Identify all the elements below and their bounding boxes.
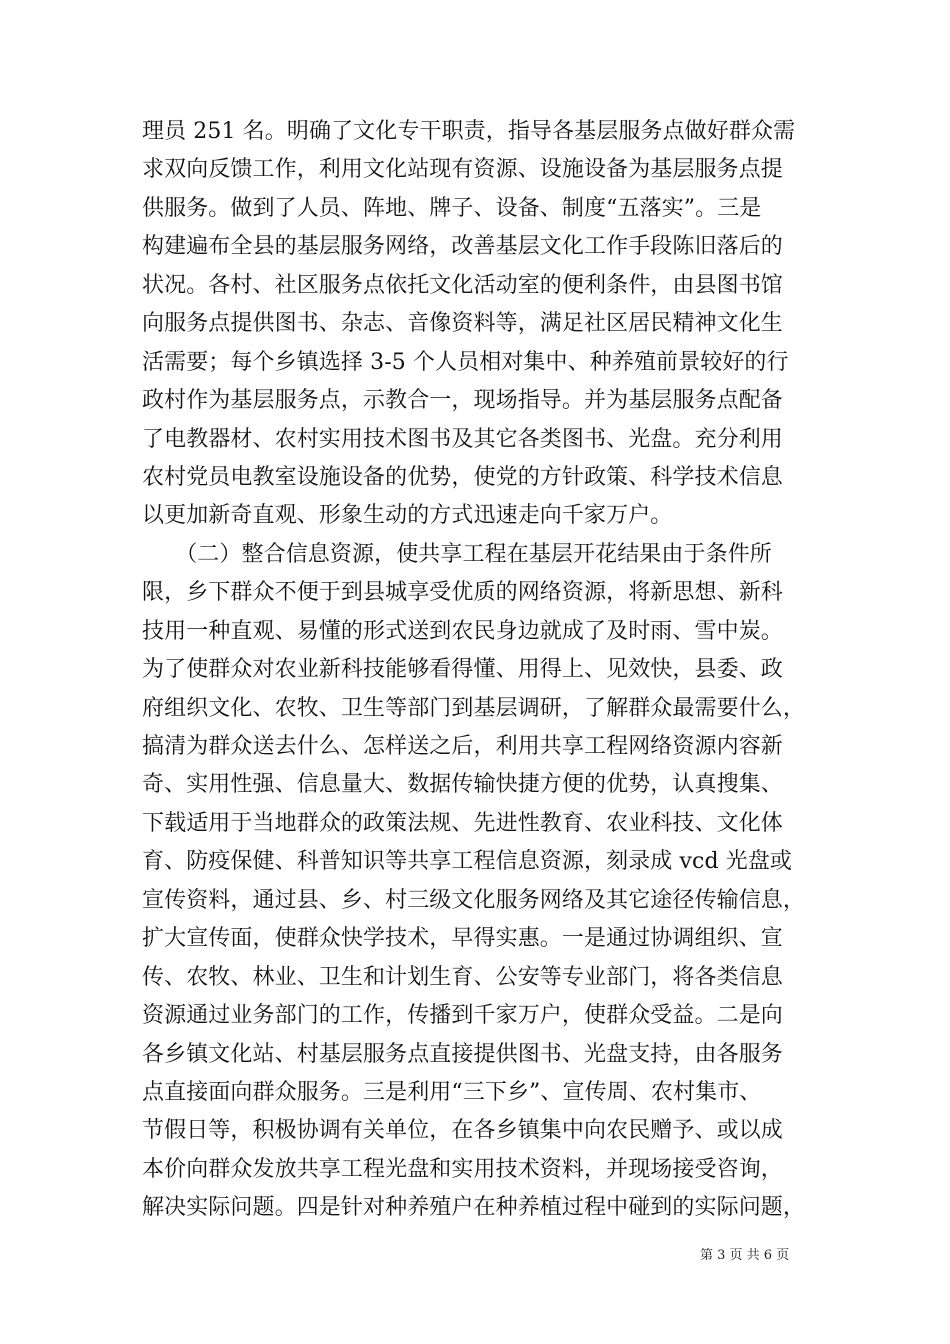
- text-line: 理员 251 名。明确了文化专干职责，指导各基层服务点做好群众需: [142, 119, 796, 144]
- text-line: 以更加新奇直观、形象生动的方式迅速走向千家万户。: [142, 503, 673, 529]
- text-line: 扩大宣传面，使群众快学技术，早得实惠。一是通过协调组织、宣: [142, 926, 783, 952]
- text-line: 搞清为群众送去什么、怎样送之后，利用共享工程网络资源内容新: [142, 734, 783, 759]
- text-line: 限，乡下群众不便于到县城享受优质的网络资源，将新思想、新科: [142, 580, 783, 606]
- text-line: 向服务点提供图书、杂志、音像资料等，满足社区居民精神文化生: [142, 311, 783, 337]
- text-line: 求双向反馈工作，利用文化站现有资源、设施设备为基层服务点提: [142, 157, 783, 183]
- text-line: 宣传资料，通过县、乡、村三级文化服务网络及其它途径传输信息，: [142, 887, 806, 913]
- text-line: 技用一种直观、易懂的形式送到农民身边就成了及时雨、雪中炭。: [142, 618, 783, 644]
- text-line: 府组织文化、农牧、卫生等部门到基层调研，了解群众最需要什么，: [142, 695, 806, 721]
- text-line: 资源通过业务部门的工作，传播到千家万户，使群众受益。二是向: [142, 1003, 783, 1029]
- text-line: 各乡镇文化站、村基层服务点直接提供图书、光盘支持，由各服务: [142, 1041, 783, 1067]
- text-line: 传、农牧、林业、卫生和计划生育、公安等专业部门，将各类信息: [142, 964, 783, 990]
- text-line: 点直接面向群众服务。三是利用“三下乡”、宣传周、农村集市、: [142, 1079, 762, 1105]
- text-line: 解决实际问题。四是针对种养殖户在种养植过程中碰到的实际问题，: [142, 1195, 806, 1221]
- text-line: 活需要；每个乡镇选择 3-5 个人员相对集中、种养殖前景较好的行: [142, 349, 789, 375]
- text-line: 本价向群众发放共享工程光盘和实用技术资料，并现场接受咨询，: [142, 1156, 783, 1182]
- text-line: 了电教器材、农村实用技术图书及其它各类图书、光盘。充分利用: [142, 426, 783, 452]
- text-line: 政村作为基层服务点，示教合一，现场指导。并为基层服务点配备: [142, 388, 783, 414]
- page-number-footer: 第 3 页 共 6 页: [700, 1248, 790, 1263]
- text-line: 构建遍布全县的基层服务网络，改善基层文化工作手段陈旧落后的: [142, 234, 783, 260]
- section-heading-line: （二）整合信息资源，使共享工程在基层开花结果由于条件所: [142, 541, 772, 567]
- text-line: 农村党员电教室设施设备的优势，使党的方针政策、科学技术信息: [142, 464, 783, 490]
- text-line: 状况。各村、社区服务点依托文化活动室的便利条件，由县图书馆: [142, 272, 783, 298]
- body-text: [142, 113, 822, 1228]
- text-line: 节假日等，积极协调有关单位，在各乡镇集中向农民赠予、或以成: [142, 1118, 783, 1144]
- text-line: 奇、实用性强、信息量大、数据传输快捷方便的优势，认真搜集、: [142, 772, 783, 798]
- text-line: 为了使群众对农业新科技能够看得懂、用得上、见效快，县委、政: [142, 657, 783, 683]
- text-line: 下载适用于当地群众的政策法规、先进性教育、农业科技、文化体: [142, 810, 783, 836]
- text-line: 供服务。做到了人员、阵地、牌子、设备、制度“五落实”。三是: [142, 195, 762, 221]
- text-line: 育、防疫保健、科普知识等共享工程信息资源，刻录成 vcd 光盘或: [142, 849, 793, 875]
